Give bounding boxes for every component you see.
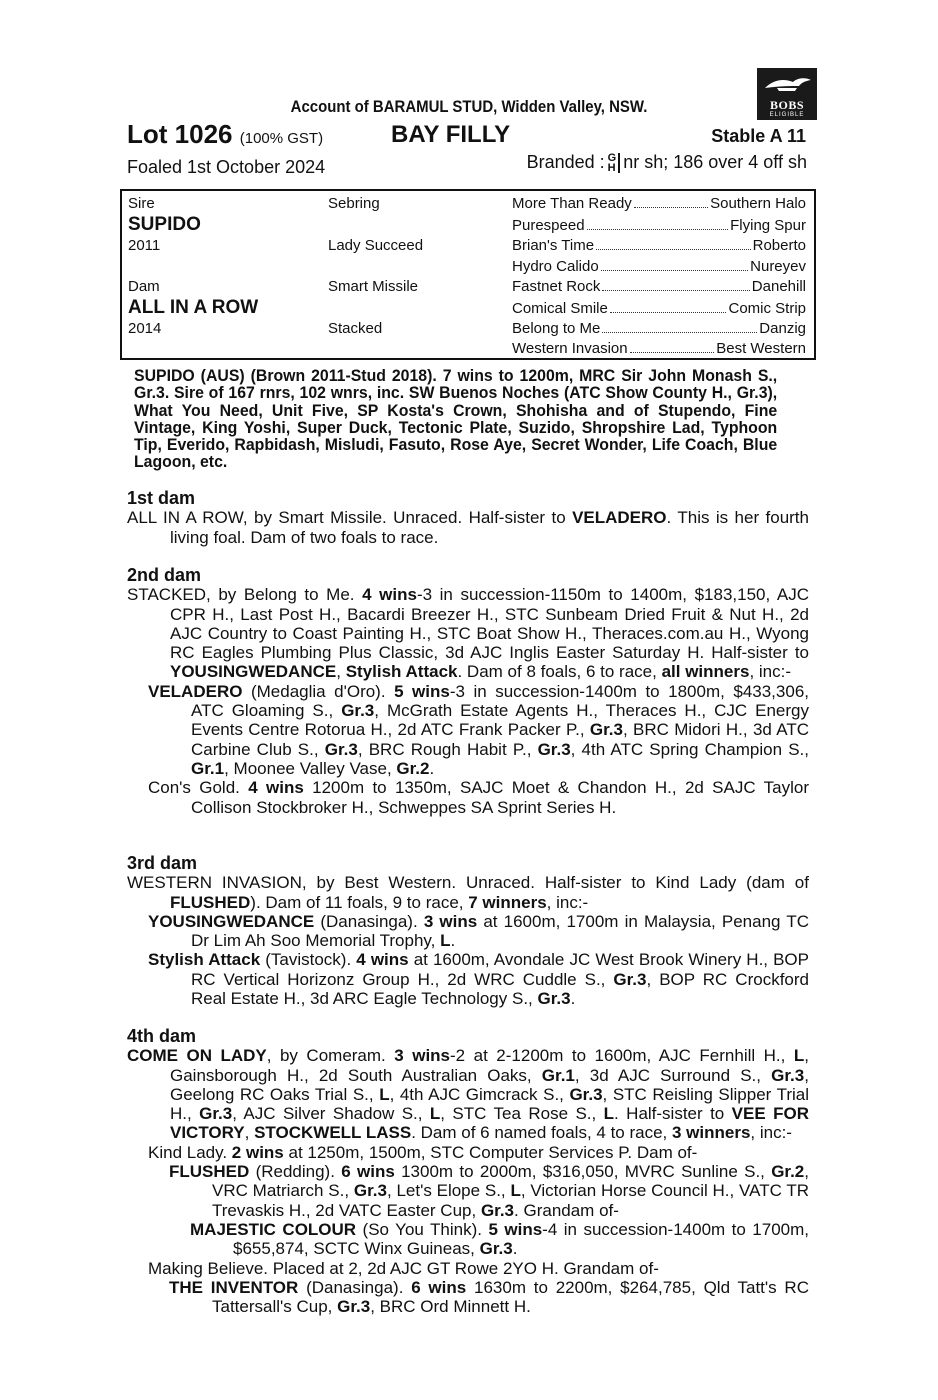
section-heading: 2nd dam (127, 565, 202, 585)
progeny-paragraph: YOUSINGWEDANCE (Danasinga). 3 wins at 1600m, 1700m in Malaysia, Penang TC Dr Lim Ah Soo Memorial Trophy, L. (148, 911, 809, 951)
logo-subtext: ELIGIBLE (769, 112, 805, 118)
dam-paragraph: WESTERN INVASION, by Best Western. Unraced. Half-sister to Kind Lady (dam of FLUSHED). Dam of 11 foals, 9 to race, 7 winners, inc:- (127, 873, 809, 912)
dam-sire: Smart Missile (328, 278, 419, 295)
g2-row: Comical Smile Comic Strip (512, 300, 806, 317)
branded-info (527, 152, 807, 173)
sire-year: 2011 (128, 237, 161, 254)
dam-year: 2014 (128, 320, 162, 337)
sire-summary: SUPIDO (AUS) (Brown 2011-Stud 2018). 7 wins to 1200m, MRC Sir John Monash S., Gr.3. Sire of 167 rnrs, 102 wnrs, inc. SW Buenos Noches (ATC Show County H., Gr.3), What You Need, Unit Five, SP Kosta's Crown, Shohisha and of Stupendo, Fine Vintage, King Yoshi, Super Duck, Tectonic Plate, Suzido, Shropshire Lad, Typhoon Tip, Everido, Rapbidash, Misludi, Fasuto, Rose Aye, Secret Wonder, Life Coach, Blue Lagoon, etc. (134, 367, 778, 472)
pedigree-table (120, 189, 816, 360)
g2-row: Western Invasion Best Western (512, 340, 806, 357)
dam-dam: Stacked (328, 320, 383, 337)
fourth-dam-section (127, 1027, 809, 1316)
lot-label: Lot 1026 (127, 119, 233, 149)
logo-text: BOBS (769, 98, 804, 112)
second-dam-section (127, 566, 809, 817)
stable-number: Stable A 11 (711, 126, 806, 146)
first-dam-section (127, 489, 809, 547)
brand-bottom: H (607, 161, 616, 174)
g2-row: Brian's Time Roberto (512, 237, 806, 254)
dam-name: ALL IN A ROW (128, 297, 259, 318)
bird-icon (757, 74, 817, 94)
dam-paragraph: COME ON LADY, by Comeram. 3 wins-2 at 2-1200m to 1600m, AJC Fernhill H., L, Gainsborough H., 2d South Australian Oaks, Gr.1, 3d AJC Surround S., Gr.3, Geelong RC Oaks Trial S., L, 4th AJC Gimcrack S., Gr.3, STC Reisling Slipper Trial H., Gr.3, AJC Silver Shadow S., L, STC Tea Rose S., L. Half-sister to VEE FOR VICTORY, STOCKWELL LASS. Dam of 6 named foals, 4 to race, 3 winners, inc:- (127, 1046, 809, 1143)
progeny-paragraph: Kind Lady. 2 wins at 1250m, 1500m, STC Computer Services P. Dam of- (148, 1142, 698, 1162)
g2-row: Belong to Me Danzig (512, 320, 806, 337)
branded-prefix: Branded : (526, 152, 605, 172)
g2-row: More Than Ready Southern Halo (512, 195, 806, 212)
sire-name: SUPIDO (128, 214, 201, 235)
progeny-paragraph: THE INVENTOR (Danasinga). 6 wins 1630m to 2200m, $264,785, Qld Tatt's RC Tattersall's Cup, Gr.3, BRC Ord Minnett H. (169, 1277, 809, 1317)
progeny-paragraph: VELADERO (Medaglia d'Oro). 5 wins-3 in succession-1400m to 1800m, $433,306, ATC Gloaming S., Gr.3, McGrath Estate Agents H., Theraces H., CJC Energy Events Centre Rotorua H., 2d ATC Frank Packer P., Gr.3, BRC Midori H., 3d ATC Carbine Club S., Gr.3, BRC Rough Habit P., Gr.3, 4th ATC Spring Champion S., Gr.1, Moonee Valley Vase, Gr.2. (148, 681, 810, 778)
lot-number (127, 119, 323, 150)
sire-label: Sire (128, 195, 155, 212)
sire-dam: Lady Succeed (328, 237, 424, 254)
section-heading: 4th dam (127, 1026, 197, 1046)
progeny-paragraph: MAJESTIC COLOUR (So You Think). 5 wins-4 in succession-1400m to 1700m, $655,874, SCTC Winx Guineas, Gr.3. (190, 1219, 810, 1259)
progeny-paragraph: Con's Gold. 4 wins 1200m to 1350m, SAJC Moet & Chandon H., 2d SAJC Taylor Collison Stockbroker H., Schweppes SA Sprint Series H. (148, 778, 809, 817)
progeny-paragraph: FLUSHED (Redding). 6 wins 1300m to 2000m, $316,050, MVRC Sunline S., Gr.2, VRC Matriarch S., Gr.3, Let's Elope S., L, Victorian Horse Council H., VATC TR Trevaskis H., 2d VATC Easter Cup, Gr.3. Grandam of- (169, 1162, 810, 1220)
sire-sire: Sebring (328, 195, 380, 212)
g2-row: Purespeed Flying Spur (512, 217, 806, 234)
page-title: BAY FILLY (391, 121, 511, 148)
foaled-date: Foaled 1st October 2024 (127, 157, 326, 177)
section-heading: 3rd dam (127, 853, 198, 873)
gst-note: (100% GST) (239, 130, 324, 147)
progeny-paragraph: Making Believe. Placed at 2, 2d AJC GT Rowe 2YO H. Grandam of- (148, 1258, 659, 1278)
progeny-paragraph: Stylish Attack (Tavistock). 4 wins at 1600m, Avondale JC West Brook Winery H., BOP RC Vertical Horizonz Group H., 2d WRC Cuddle S., Gr.3, BOP RC Crockford Real Estate H., 3d ARC Eagle Technology S., Gr.3. (148, 950, 809, 1009)
brand-mark (608, 153, 621, 173)
branded-suffix: nr sh; 186 over 4 off sh (623, 152, 807, 172)
g2-row: Hydro Calido Nureyev (512, 258, 806, 275)
third-dam-section (127, 854, 809, 1008)
dam-paragraph: ALL IN A ROW, by Smart Missile. Unraced. Half-sister to VELADERO. This is her fourth living foal. Dam of two foals to race. (127, 508, 809, 547)
account-line: Account of BARAMUL STUD, Widden Valley, NSW. (290, 97, 648, 116)
dam-label: Dam (128, 278, 160, 295)
g2-row: Fastnet Rock Danehill (512, 278, 806, 295)
brand-top: G (607, 151, 617, 164)
dam-paragraph: STACKED, by Belong to Me. 4 wins-3 in succession-1150m to 1400m, $183,150, AJC CPR H., Last Post H., Bacardi Breezer H., STC Sunbeam Dried Fruit & Nut H., 2d AJC Country to Coast Painting H., STC Boat Show H., Theraces.com.au H., Wyong RC Eagles Plumbing Plus Classic, 3d AJC Inglis Easter Saturday H. Half-sister to YOUSINGWEDANCE, Stylish Attack. Dam of 8 foals, 6 to race, all winners, inc:- (127, 585, 809, 682)
section-heading: 1st dam (127, 488, 196, 508)
